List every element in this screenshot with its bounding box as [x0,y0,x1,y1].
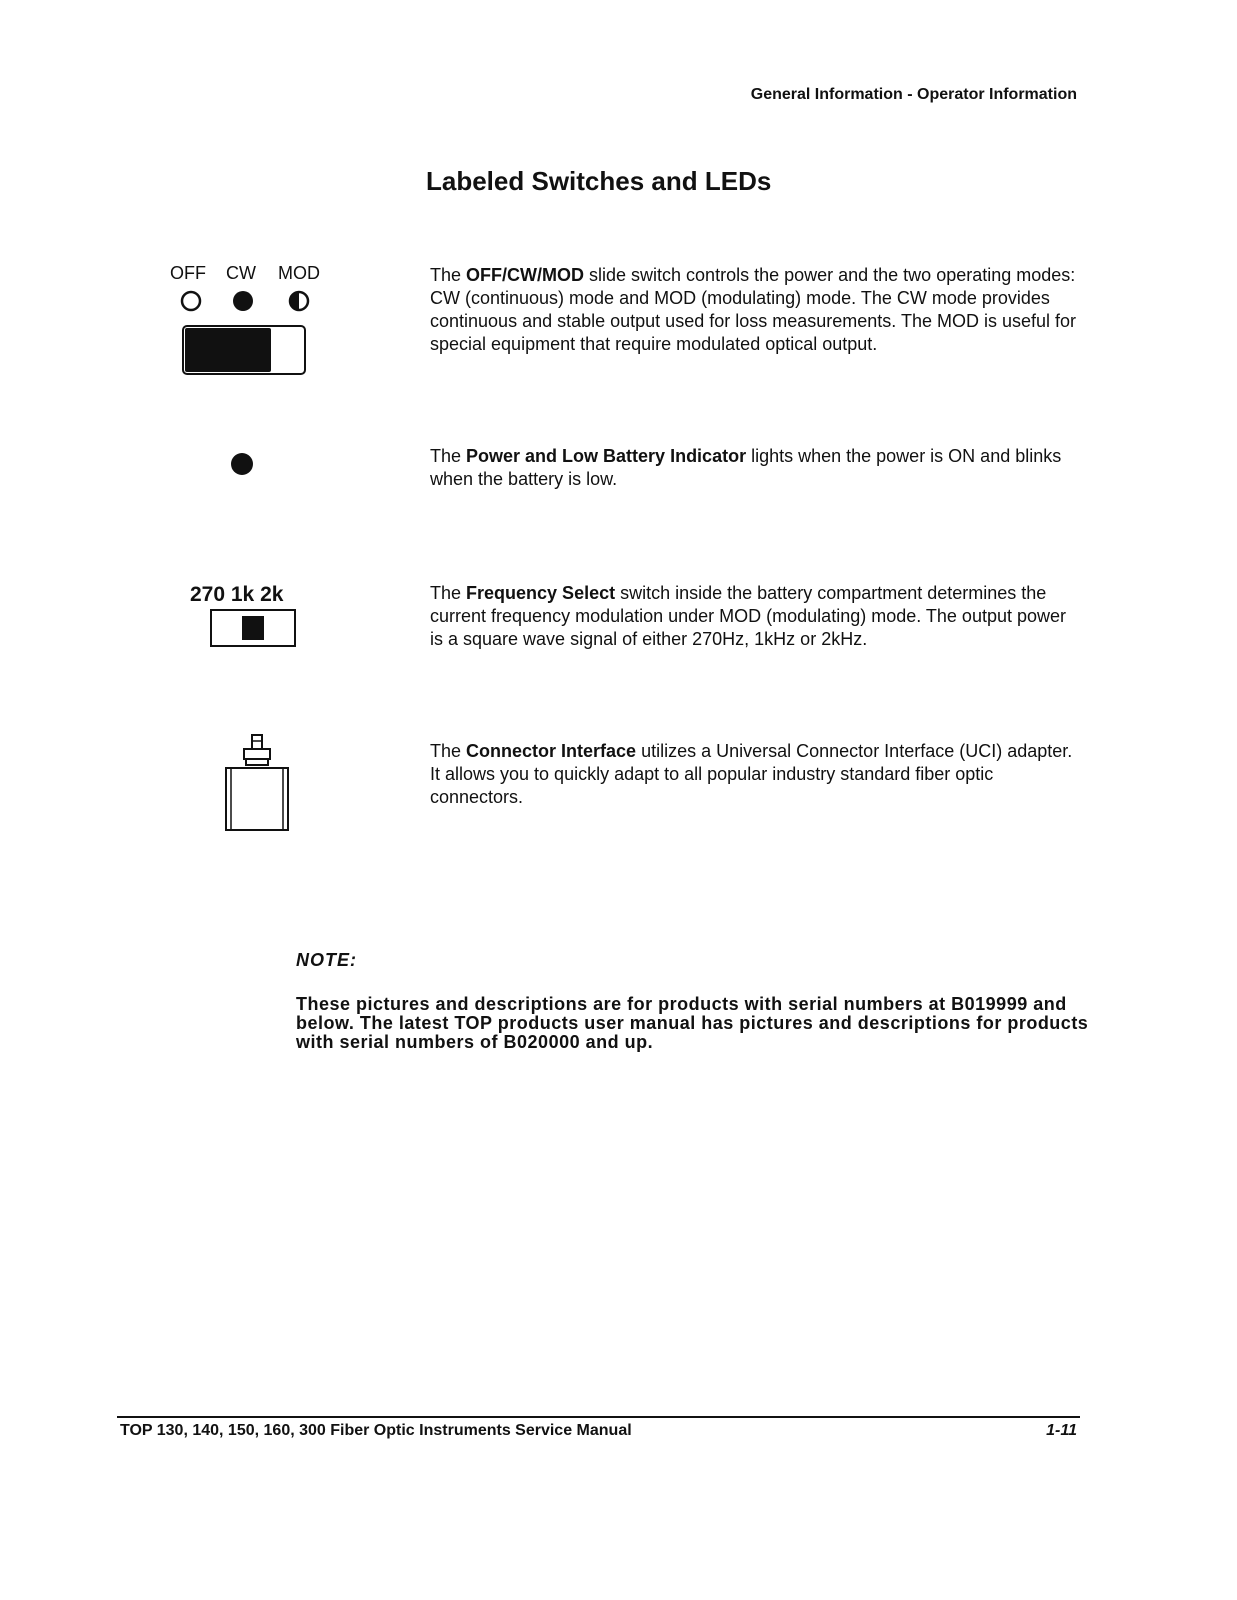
footer-manual-title: TOP 130, 140, 150, 160, 300 Fiber Optic Instruments Service Manual [120,1422,632,1439]
switch-label-off: OFF [170,263,206,283]
desc-term: OFF/CW/MOD [466,265,585,285]
desc-body: slide switch controls the power and the two operating modes: CW (continuous) mode and MOD (modulating) mode. The CW mode provides continuous and stable output used for loss measurements. The MOD is useful for special equipment that require modulated optical output. [430,265,1077,354]
page-title: Labeled Switches and LEDs [426,166,772,196]
power-indicator-graphic [230,452,254,476]
connector-interface-description [430,740,1080,809]
footer-page-number: 1-11 [1046,1422,1077,1439]
desc-lead: The [430,265,467,285]
footer-rule [117,1416,1080,1418]
note-label: NOTE: [296,950,357,970]
note-text: These pictures and descriptions are for products with serial numbers at B019999 and below. The latest TOP products user manual has pictures and descriptions for products with serial numbers of B020000 and up. [296,994,1089,1052]
frequency-switch-graphic [210,609,300,649]
switch-label-cw: CW [226,263,256,283]
desc-term: Power and Low Battery Indicator [466,446,747,466]
off-cw-mod-switch-graphic [170,288,330,383]
switch-label-mod: MOD [278,263,320,283]
frequency-select-description [430,582,1080,651]
desc-term: Connector Interface [466,741,637,761]
off-led-icon [182,292,200,310]
frequency-slide-switch-icon [211,610,295,646]
running-header: General Information - Operator Information [750,86,1077,103]
desc-body: lights when the power is ON and blinks when the battery is low. [430,446,1062,489]
desc-lead: The [430,446,467,466]
desc-body: switch inside the battery compartment determines the current frequency modulation under MOD (modulating) mode. The output power is a square wave signal of either 270Hz, 1kHz or 2kHz. [430,583,1067,649]
power-led-icon [231,453,253,475]
connector-adapter-icon [226,735,288,830]
off-cw-mod-description [430,264,1080,356]
desc-term: Frequency Select [466,583,616,603]
power-indicator-description [430,445,1080,491]
slide-switch-icon [183,326,305,374]
frequency-switch-labels: 270 1k 2k [190,583,284,606]
desc-lead: The [430,741,467,761]
mod-led-icon [290,292,308,310]
connector-interface-graphic [224,733,294,833]
cw-led-icon [233,291,253,311]
desc-body: utilizes a Universal Connector Interface (UCI) adapter. It allows you to quickly adapt to all popular industry standard fiber optic connectors. [430,741,1073,807]
desc-lead: The [430,583,467,603]
